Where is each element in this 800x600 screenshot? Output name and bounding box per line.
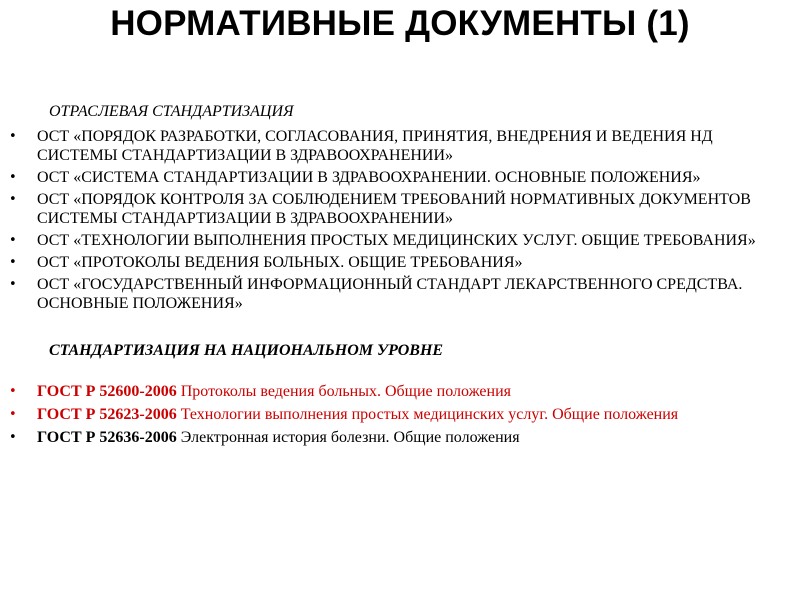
list-item-text: ОСТ «ТЕХНОЛОГИИ ВЫПОЛНЕНИЯ ПРОСТЫХ МЕДИЦИНСКИХ УСЛУГ. ОБЩИЕ ТРЕБОВАНИЯ» bbox=[37, 232, 756, 249]
list-item-text: ОСТ «ГОСУДАРСТВЕННЫЙ ИНФОРМАЦИОННЫЙ СТАНДАРТ ЛЕКАРСТВЕННОГО СРЕДСТВА. ОСНОВНЫЕ ПОЛОЖЕНИЯ» bbox=[37, 276, 743, 312]
bullet-icon: • bbox=[9, 233, 17, 248]
national-standards-list bbox=[0, 382, 800, 447]
list-item bbox=[0, 405, 800, 424]
bullet-icon: • bbox=[9, 430, 17, 445]
gost-number: ГОСТ Р 52600-2006 bbox=[37, 383, 177, 400]
bullet-icon: • bbox=[9, 407, 17, 422]
list-item-text: ОСТ «ПОРЯДОК РАЗРАБОТКИ, СОГЛАСОВАНИЯ, ПРИНЯТИЯ, ВНЕДРЕНИЯ И ВЕДЕНИЯ НД СИСТЕМЫ СТАНДАРТИЗАЦИИ В ЗДРАВООХРАНЕНИИ» bbox=[37, 128, 713, 164]
gost-number: ГОСТ Р 52623-2006 bbox=[37, 406, 177, 423]
bullet-icon: • bbox=[9, 192, 17, 207]
bullet-icon: • bbox=[9, 277, 17, 292]
gost-title: Протоколы ведения больных. Общие положения bbox=[176, 383, 512, 400]
list-item-text: ОСТ «ПОРЯДОК КОНТРОЛЯ ЗА СОБЛЮДЕНИЕМ ТРЕБОВАНИЙ НОРМАТИВНЫХ ДОКУМЕНТОВ СИСТЕМЫ СТАНДАРТИЗАЦИИ В ЗДРАВООХРАНЕНИИ» bbox=[37, 191, 751, 227]
bullet-icon: • bbox=[9, 384, 17, 399]
list-item bbox=[0, 190, 800, 228]
industry-standardization-heading: ОТРАСЛЕВАЯ СТАНДАРТИЗАЦИЯ bbox=[49, 103, 294, 120]
list-item bbox=[0, 231, 800, 250]
list-item-text: ОСТ «СИСТЕМА СТАНДАРТИЗАЦИИ В ЗДРАВООХРАНЕНИИ. ОСНОВНЫЕ ПОЛОЖЕНИЯ» bbox=[37, 169, 701, 186]
bullet-icon: • bbox=[9, 129, 17, 144]
industry-standards-list bbox=[0, 127, 800, 313]
list-item-text: ОСТ «ПРОТОКОЛЫ ВЕДЕНИЯ БОЛЬНЫХ. ОБЩИЕ ТРЕБОВАНИЯ» bbox=[37, 254, 523, 271]
bullet-icon: • bbox=[9, 255, 17, 270]
list-item bbox=[0, 127, 800, 165]
list-item bbox=[0, 253, 800, 272]
national-standardization-heading: СТАНДАРТИЗАЦИЯ НА НАЦИОНАЛЬНОМ УРОВНЕ bbox=[49, 342, 444, 359]
gost-title: Электронная история болезни. Общие положения bbox=[176, 429, 520, 446]
list-item bbox=[0, 428, 800, 447]
bullet-icon: • bbox=[9, 170, 17, 185]
page-title: НОРМАТИВНЫЕ ДОКУМЕНТЫ (1) bbox=[110, 4, 690, 43]
list-item bbox=[0, 168, 800, 187]
gost-title: Технологии выполнения простых медицинских услуг. Общие положения bbox=[176, 406, 679, 423]
list-item bbox=[0, 382, 800, 401]
gost-number: ГОСТ Р 52636-2006 bbox=[37, 429, 177, 446]
list-item bbox=[0, 275, 800, 313]
slide-content bbox=[0, 101, 800, 451]
